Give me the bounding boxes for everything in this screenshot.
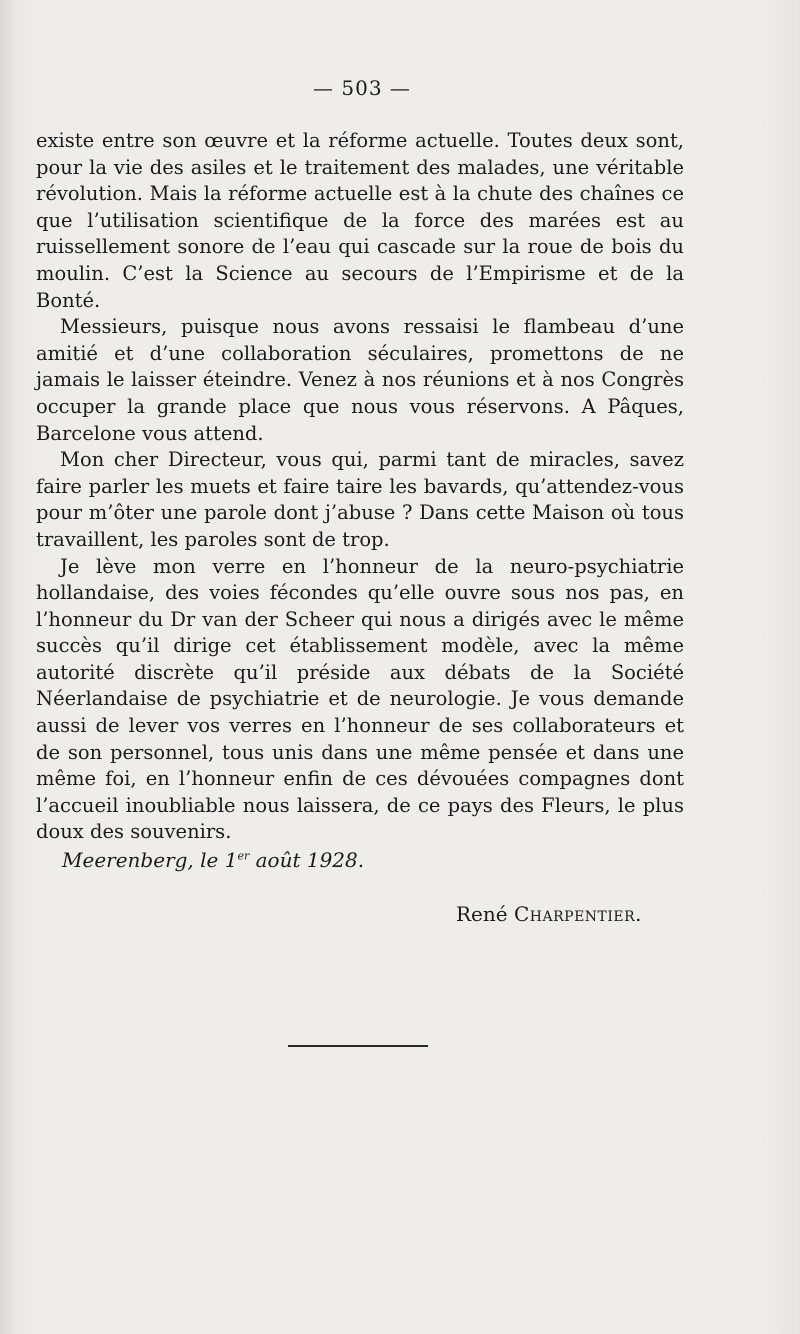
dateline-place-day: Meerenberg, le 1 (62, 848, 238, 872)
dateline-month-year: août 1928. (249, 848, 365, 872)
signature-first-name: René (456, 902, 508, 926)
signature-surname: Charpentier. (513, 902, 643, 926)
signature (456, 902, 642, 926)
paragraph-4: Je lève mon verre en l’honneur de la neuro-psychiatrie hollandaise, des voies fécondes qu’elle ouvre sous nos pas, en l’honneur du Dr van der Scheer qui nous a dirigés avec le même succès qu’il dirige cet établissement modèle, avec la même autorité discrète qu’il préside aux débats de la Société Néerlandaise de psychiatrie et de neurologie. Je vous demande aussi de lever vos verres en l’honneur de ses collaborateurs et de son personnel, tous unis dans une même pensée et dans une même foi, en l’honneur enfin de ces dévouées compagnes dont l’accueil inoubliable nous laissera, de ce pays des Fleurs, le plus doux des souvenirs. (36, 554, 684, 844)
page-number: — 503 — (313, 76, 411, 100)
paragraph-1: existe entre son œuvre et la réforme actuelle. Toutes deux sont, pour la vie des asiles et le traitement des malades, une véritable révolution. Mais la réforme actuelle est à la chute des chaînes ce que l’utilisation scientifique de la force des marées est au ruissellement sonore de l’eau qui cascade sur la roue de bois du moulin. C’est la Science au secours de l’Empirisme et de la Bonté. (36, 129, 684, 312)
dateline-ordinal: er (237, 849, 250, 863)
body-text (36, 128, 684, 846)
paragraph-2: Messieurs, puisque nous avons ressaisi le flambeau d’une amitié et d’une collaboration séculaires, promettons de ne jamais le laisser éteindre. Venez à nos réunions et à nos Congrès occuper la grande place que nous vous réservons. A Pâques, Barcelone vous attend. (36, 315, 684, 445)
paragraph-3: Mon cher Directeur, vous qui, parmi tant de miracles, savez faire parler les muets et faire taire les bavards, qu’attendez-vous pour m’ôter une parole dont j’abuse ? Dans cette Maison où tous travaillent, les paroles sont de trop. (36, 448, 684, 551)
dateline (62, 848, 364, 872)
end-rule-divider (288, 1045, 428, 1047)
